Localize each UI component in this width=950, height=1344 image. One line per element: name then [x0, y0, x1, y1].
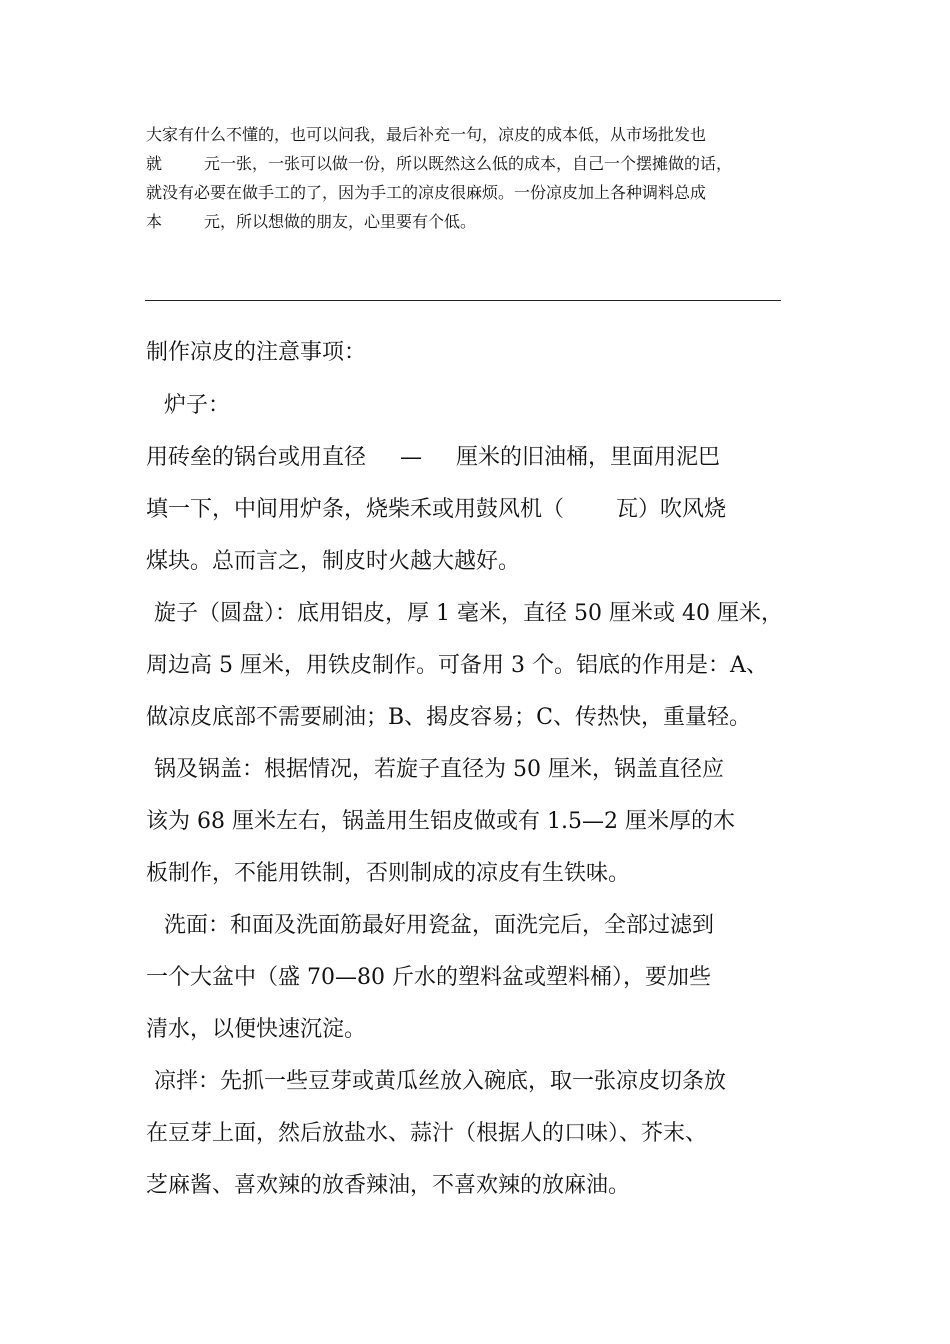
body-line [146, 484, 811, 536]
wash-paragraph-line: 洗面：和面及洗面筋最好用瓷盆，面洗完后，全部过滤到 [164, 913, 715, 938]
notes-body [146, 380, 811, 1212]
mix-paragraph-line: 凉拌：先抓一些豆芽或黄瓜丝放入碗底，取一张凉皮切条放 [154, 1069, 727, 1094]
stove-heading: 炉子： [164, 393, 231, 418]
body-text: — [400, 445, 423, 470]
tray-paragraph-line: 旋子（圆盘）：底用铝皮，厚 1 毫米，直径 50 厘米或 40 厘米， [154, 601, 783, 626]
intro-text: 本 [146, 212, 163, 231]
body-line: 芝麻酱、喜欢辣的放香辣油，不喜欢辣的放麻油。 [146, 1173, 631, 1198]
intro-text: 就 [146, 154, 163, 173]
intro-text: 元，所以想做的朋友，心里要有个低。 [204, 212, 477, 231]
horizontal-divider [145, 300, 781, 301]
intro-line [146, 207, 816, 236]
intro-text: 元一张，一张可以做一份，所以既然这么低的成本，自己一个摆摊做的话， [204, 154, 733, 173]
body-line [146, 432, 811, 484]
intro-line: 就没有必要在做手工的了，因为手工的凉皮很麻烦。一份凉皮加上各种调料总成 [146, 183, 707, 202]
intro-line: 大家有什么不懂的，也可以问我，最后补充一句，凉皮的成本低，从市场批发也 [146, 125, 707, 144]
body-line: 板制作，不能用铁制，否则制成的凉皮有生铁味。 [146, 861, 631, 886]
intro-line [146, 149, 816, 178]
body-line: 煤块。总而言之，制皮时火越大越好。 [146, 549, 521, 574]
section-title: 制作凉皮的注意事项： [146, 340, 367, 365]
intro-paragraph [146, 120, 816, 236]
body-line: 该为 68 厘米左右，锅盖用生铝皮做或有 1.5—2 厘米厚的木 [146, 809, 735, 834]
body-line: 清水，以便快速沉淀。 [146, 1017, 367, 1042]
body-line: 周边高 5 厘米，用铁皮制作。可备用 3 个。铝底的作用是：A、 [146, 653, 768, 678]
body-line: 在豆芽上面，然后放盐水、蒜汁（根据人的口味）、芥末、 [146, 1121, 708, 1146]
pot-paragraph-line: 锅及锅盖：根据情况，若旋子直径为 50 厘米，锅盖直径应 [154, 757, 724, 782]
body-line: 做凉皮底部不需要刷油；B、揭皮容易；C、传热快，重量轻。 [146, 705, 752, 730]
body-text: 厘米的旧油桶，里面用泥巴 [456, 445, 721, 470]
body-text: 瓦）吹风烧 [616, 497, 727, 522]
body-line: 一个大盆中（盛 70—80 斤水的塑料盆或塑料桶），要加些 [146, 965, 711, 990]
body-text: 填一下，中间用炉条，烧柴禾或用鼓风机（ [146, 497, 565, 522]
body-text: 用砖垒的锅台或用直径 [146, 445, 367, 470]
